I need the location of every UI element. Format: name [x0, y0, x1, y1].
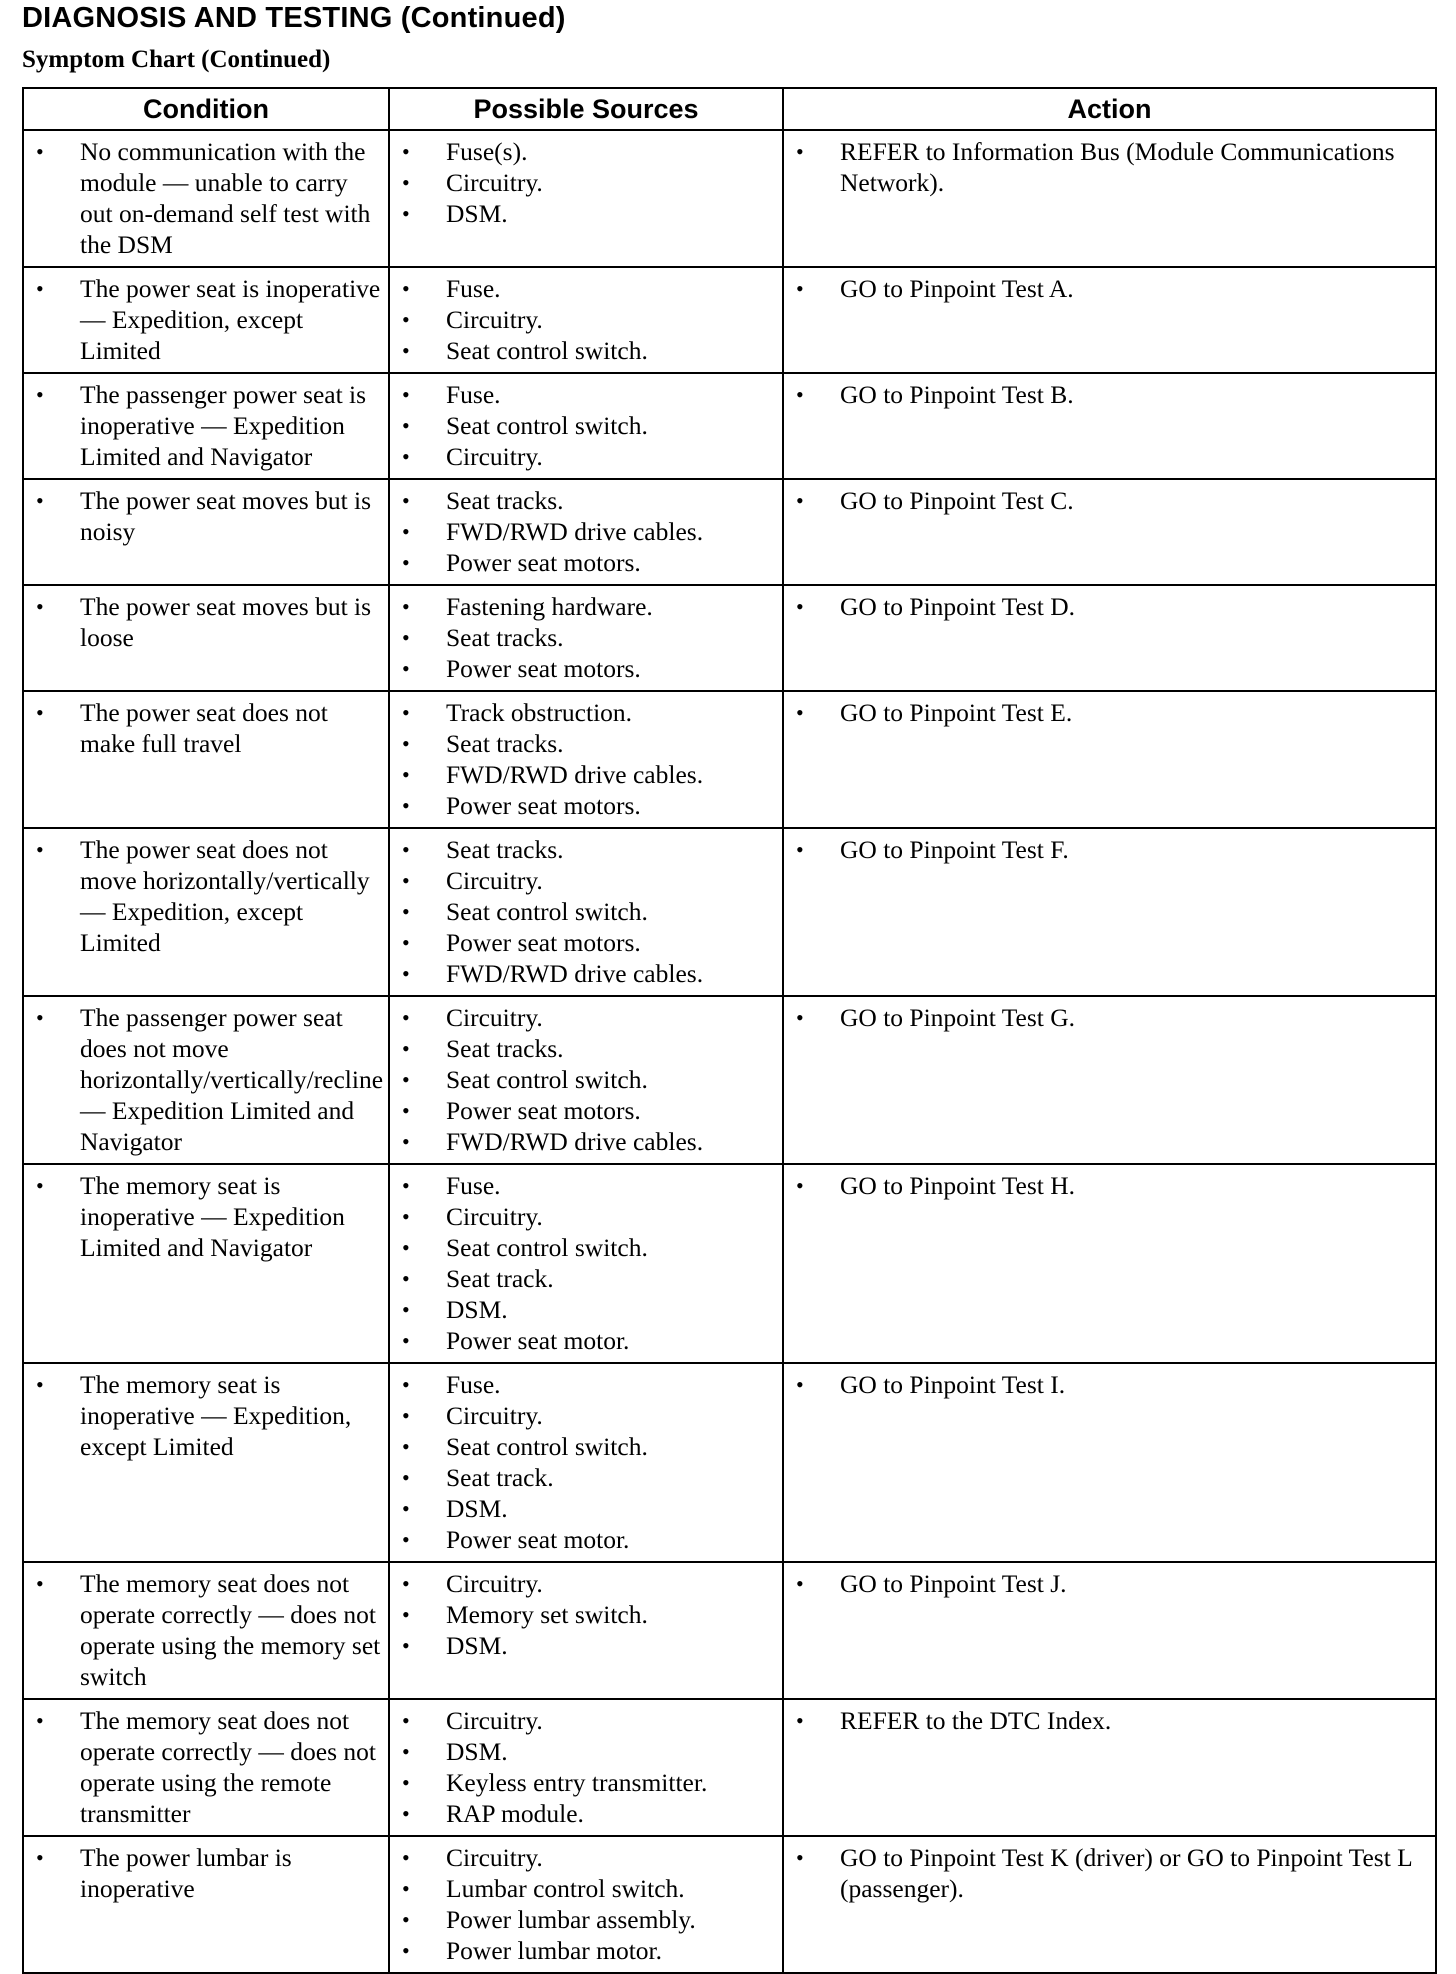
chart-subtitle: Symptom Chart (Continued) [22, 46, 331, 73]
bullet-list [24, 1364, 388, 1468]
table-row [23, 691, 1436, 828]
bullet-list [24, 586, 388, 659]
symptom-chart-table [22, 87, 1437, 1974]
column-header-condition: Condition [23, 88, 389, 130]
bullet-list [24, 374, 388, 478]
action-cell [783, 585, 1436, 691]
list-item: • DSM. [402, 1630, 776, 1661]
list-item: • Seat control switch. [402, 410, 776, 441]
table-body [23, 130, 1436, 1973]
possible-sources-cell [389, 373, 783, 479]
possible-sources-cell [389, 1699, 783, 1836]
list-item: • GO to Pinpoint Test G. [796, 1002, 1429, 1033]
action-cell [783, 1164, 1436, 1363]
table-row [23, 585, 1436, 691]
list-item: • The passenger power seat is inoperative — Expedition Limited and Navigator [36, 379, 382, 472]
list-item: • GO to Pinpoint Test D. [796, 591, 1429, 622]
possible-sources-cell [389, 1363, 783, 1562]
bullet-list [24, 1563, 388, 1698]
possible-sources-cell [389, 130, 783, 267]
action-cell [783, 996, 1436, 1164]
list-item: • Seat tracks. [402, 1033, 776, 1064]
list-item: • DSM. [402, 1294, 776, 1325]
bullet-list [24, 131, 388, 266]
list-item: • Seat control switch. [402, 896, 776, 927]
condition-cell [23, 1363, 389, 1562]
table-row [23, 479, 1436, 585]
list-item: • Seat tracks. [402, 622, 776, 653]
list-item: • Track obstruction. [402, 697, 776, 728]
list-item: • The power lumbar is inoperative [36, 1842, 382, 1904]
list-item: • Circuitry. [402, 304, 776, 335]
list-item: • Circuitry. [402, 1400, 776, 1431]
possible-sources-cell [389, 479, 783, 585]
list-item: • RAP module. [402, 1798, 776, 1829]
list-item: • Fuse(s). [402, 136, 776, 167]
condition-cell [23, 373, 389, 479]
action-cell [783, 267, 1436, 373]
bullet-list [390, 1700, 782, 1835]
list-item: • GO to Pinpoint Test K (driver) or GO to Pinpoint Test L (passenger). [796, 1842, 1429, 1904]
list-item: • Memory set switch. [402, 1599, 776, 1630]
action-cell [783, 130, 1436, 267]
action-cell [783, 1363, 1436, 1562]
condition-cell [23, 828, 389, 996]
condition-cell [23, 996, 389, 1164]
list-item: • Seat track. [402, 1263, 776, 1294]
list-item: • Circuitry. [402, 865, 776, 896]
list-item: • Seat control switch. [402, 1232, 776, 1263]
list-item: • Circuitry. [402, 1002, 776, 1033]
possible-sources-cell [389, 585, 783, 691]
list-item: • Fastening hardware. [402, 591, 776, 622]
list-item: • The power seat moves but is loose [36, 591, 382, 653]
action-cell [783, 1699, 1436, 1836]
list-item: • The passenger power seat does not move horizontally/vertically/recline — Expedition Limited and Navigator [36, 1002, 382, 1157]
action-cell [783, 1836, 1436, 1973]
condition-cell [23, 585, 389, 691]
list-item: • DSM. [402, 1736, 776, 1767]
condition-cell [23, 479, 389, 585]
list-item: • Seat track. [402, 1462, 776, 1493]
bullet-list [784, 586, 1435, 628]
list-item: • Power lumbar assembly. [402, 1904, 776, 1935]
table-row [23, 1562, 1436, 1699]
list-item: • GO to Pinpoint Test C. [796, 485, 1429, 516]
bullet-list [784, 131, 1435, 204]
bullet-list [784, 692, 1435, 734]
condition-cell [23, 1699, 389, 1836]
column-header-possible-sources: Possible Sources [389, 88, 783, 130]
bullet-list [784, 374, 1435, 416]
table-row [23, 267, 1436, 373]
table-row [23, 996, 1436, 1164]
list-item: • Seat tracks. [402, 485, 776, 516]
bullet-list [784, 1364, 1435, 1406]
list-item: • FWD/RWD drive cables. [402, 958, 776, 989]
bullet-list [24, 1700, 388, 1835]
list-item: • FWD/RWD drive cables. [402, 1126, 776, 1157]
condition-cell [23, 1836, 389, 1973]
list-item: • GO to Pinpoint Test A. [796, 273, 1429, 304]
bullet-list [24, 1165, 388, 1269]
bullet-list [784, 1563, 1435, 1605]
bullet-list [24, 829, 388, 964]
list-item: • Power seat motors. [402, 1095, 776, 1126]
action-cell [783, 1562, 1436, 1699]
list-item: • The power seat is inoperative — Expedition, except Limited [36, 273, 382, 366]
list-item: • Circuitry. [402, 1842, 776, 1873]
condition-cell [23, 130, 389, 267]
list-item: • Seat control switch. [402, 1064, 776, 1095]
list-item: • The memory seat is inoperative — Expedition, except Limited [36, 1369, 382, 1462]
possible-sources-cell [389, 1164, 783, 1363]
table-row [23, 828, 1436, 996]
list-item: • REFER to Information Bus (Module Communications Network). [796, 136, 1429, 198]
list-item: • Circuitry. [402, 1201, 776, 1232]
possible-sources-cell [389, 1836, 783, 1973]
possible-sources-cell [389, 691, 783, 828]
bullet-list [24, 1837, 388, 1910]
list-item: • Power seat motor. [402, 1524, 776, 1555]
bullet-list [24, 692, 388, 765]
table-header-row [23, 88, 1436, 130]
bullet-list [390, 1165, 782, 1362]
table-row [23, 1836, 1436, 1973]
list-item: • Fuse. [402, 273, 776, 304]
list-item: • Circuitry. [402, 441, 776, 472]
bullet-list [390, 1563, 782, 1667]
table-row [23, 130, 1436, 267]
list-item: • Power seat motors. [402, 547, 776, 578]
bullet-list [24, 997, 388, 1163]
list-item: • Circuitry. [402, 1705, 776, 1736]
list-item: • FWD/RWD drive cables. [402, 516, 776, 547]
bullet-list [390, 997, 782, 1163]
bullet-list [390, 1837, 782, 1972]
list-item: • The memory seat does not operate correctly — does not operate using the memory set switch [36, 1568, 382, 1692]
list-item: • Power seat motors. [402, 790, 776, 821]
table-row [23, 1699, 1436, 1836]
list-item: • Seat control switch. [402, 1431, 776, 1462]
bullet-list [390, 586, 782, 690]
possible-sources-cell [389, 267, 783, 373]
condition-cell [23, 1164, 389, 1363]
list-item: • Fuse. [402, 1369, 776, 1400]
list-item: • Fuse. [402, 1170, 776, 1201]
list-item: • The power seat moves but is noisy [36, 485, 382, 547]
list-item: • FWD/RWD drive cables. [402, 759, 776, 790]
list-item: • Keyless entry transmitter. [402, 1767, 776, 1798]
list-item: • The power seat does not move horizontally/vertically — Expedition, except Limited [36, 834, 382, 958]
action-cell [783, 373, 1436, 479]
bullet-list [24, 480, 388, 553]
bullet-list [390, 131, 782, 235]
list-item: • Seat tracks. [402, 834, 776, 865]
bullet-list [390, 268, 782, 372]
bullet-list [390, 1364, 782, 1561]
action-cell [783, 691, 1436, 828]
bullet-list [390, 480, 782, 584]
list-item: • Lumbar control switch. [402, 1873, 776, 1904]
bullet-list [784, 1700, 1435, 1742]
list-item: • GO to Pinpoint Test E. [796, 697, 1429, 728]
list-item: • Power seat motors. [402, 927, 776, 958]
bullet-list [390, 692, 782, 827]
page-title: DIAGNOSIS AND TESTING (Continued) [22, 2, 566, 34]
action-cell [783, 828, 1436, 996]
list-item: • No communication with the module — unable to carry out on-demand self test with the DSM [36, 136, 382, 260]
bullet-list [390, 829, 782, 995]
list-item: • The memory seat does not operate correctly — does not operate using the remote transmitter [36, 1705, 382, 1829]
list-item: • DSM. [402, 198, 776, 229]
bullet-list [784, 480, 1435, 522]
list-item: • Seat control switch. [402, 335, 776, 366]
column-header-action: Action [783, 88, 1436, 130]
condition-cell [23, 267, 389, 373]
list-item: • Power lumbar motor. [402, 1935, 776, 1966]
table-row [23, 1363, 1436, 1562]
list-item: • The power seat does not make full travel [36, 697, 382, 759]
condition-cell [23, 691, 389, 828]
list-item: • Fuse. [402, 379, 776, 410]
list-item: • Circuitry. [402, 167, 776, 198]
list-item: • REFER to the DTC Index. [796, 1705, 1429, 1736]
bullet-list [784, 997, 1435, 1039]
bullet-list [390, 374, 782, 478]
bullet-list [784, 829, 1435, 871]
list-item: • GO to Pinpoint Test H. [796, 1170, 1429, 1201]
list-item: • Power seat motors. [402, 653, 776, 684]
list-item: • GO to Pinpoint Test F. [796, 834, 1429, 865]
condition-cell [23, 1562, 389, 1699]
possible-sources-cell [389, 1562, 783, 1699]
list-item: • Power seat motor. [402, 1325, 776, 1356]
list-item: • GO to Pinpoint Test J. [796, 1568, 1429, 1599]
bullet-list [784, 1837, 1435, 1910]
bullet-list [24, 268, 388, 372]
bullet-list [784, 268, 1435, 310]
list-item: • The memory seat is inoperative — Expedition Limited and Navigator [36, 1170, 382, 1263]
list-item: • DSM. [402, 1493, 776, 1524]
list-item: • Seat tracks. [402, 728, 776, 759]
table-row [23, 373, 1436, 479]
possible-sources-cell [389, 996, 783, 1164]
list-item: • GO to Pinpoint Test I. [796, 1369, 1429, 1400]
bullet-list [784, 1165, 1435, 1207]
action-cell [783, 479, 1436, 585]
table-row [23, 1164, 1436, 1363]
list-item: • Circuitry. [402, 1568, 776, 1599]
list-item: • GO to Pinpoint Test B. [796, 379, 1429, 410]
possible-sources-cell [389, 828, 783, 996]
